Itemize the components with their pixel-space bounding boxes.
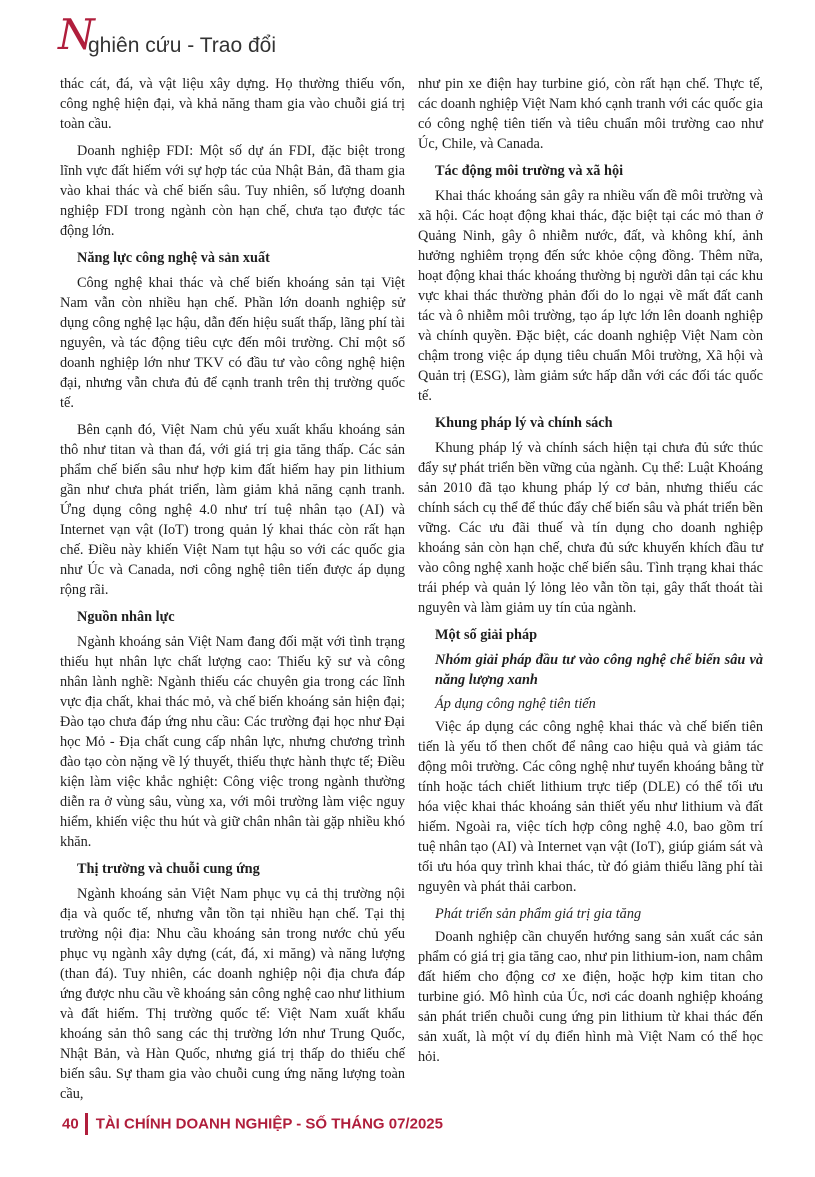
section-heading: Một số giải pháp (435, 627, 538, 643)
sub-subsection-heading: Phát triển sản phẩm giá trị gia tăng (435, 906, 642, 922)
section-heading: Thị trường và chuỗi cung ứng (77, 861, 260, 877)
header-initial: N (58, 10, 95, 59)
paragraph: Ngành khoáng sản Việt Nam phục vụ cả thị trường nội địa và quốc tế, nhưng vẫn tồn tại nhiều hạn chế. Tại thị trường nội địa: Nhu cầu khoáng sản trong nước chủ yếu phục vụ ngành xây dựng (cát, đá, xi măng) và năng lượng (than đá). Tuy nhiên, các doanh nghiệp nội địa chưa đáp ứng được nhu cầu về khoáng sản công nghệ cao như lithium và đất hiếm. Thị trường quốc tế: Việt Nam xuất khẩu khoáng sản thô sang các thị trường lớn như Trung Quốc, Nhật Bản, và Hàn Quốc, nhưng giá trị thấp do thiếu chế biến sâu. Sự tham gia vào chuỗi cung ứng năng lượng toàn cầu, (60, 886, 405, 1102)
section-heading: Năng lực công nghệ và sản xuất (77, 250, 270, 266)
paragraph: Doanh nghiệp cần chuyển hướng sang sản xuất các sản phẩm có giá trị gia tăng cao, như pin lithium-ion, nam châm đất hiếm cho động cơ xe điện, hoặc hợp kim titan cho turbine gió. Mô hình của Úc, nơi các doanh nghiệp khoáng sản phát triển chuỗi cung ứng pin lithium từ khai thác đến sản xuất, là một ví dụ điển hình mà Việt Nam có thể học hỏi. (418, 929, 763, 1065)
paragraph: Việc áp dụng các công nghệ khai thác và chế biến tiên tiến là yếu tố then chốt để nâng cao hiệu quả và giảm tác động môi trường. Các công nghệ như tuyển khoáng bằng từ tính hoặc tách chiết lithium trực tiếp (DLE) có thể tối ưu hóa việc khai thác khoáng sản thiết yếu như lithium và đất hiếm. Ngoài ra, việc tích hợp công nghệ 4.0, bao gồm trí tuệ nhân tạo (AI) và Internet vạn vật (IoT), giúp giám sát và tối ưu hóa quy trình khai thác, từ đó giảm thiểu lãng phí tài nguyên và phát thải carbon. (418, 719, 763, 895)
page-footer (62, 1113, 443, 1135)
paragraph: như pin xe điện hay turbine gió, còn rất hạn chế. Thực tế, các doanh nghiệp Việt Nam khó cạnh tranh với các quốc gia có công nghệ tiên tiến và tiêu chuẩn môi trường cao như Úc, Chile, và Canada. (418, 76, 763, 152)
paragraph: Công nghệ khai thác và chế biến khoáng sản tại Việt Nam vẫn còn nhiều hạn chế. Phần lớn doanh nghiệp sử dụng công nghệ lạc hậu, dẫn đến hiệu suất thấp, lãng phí tài nguyên, và tác động tiêu cực đến môi trường. Chỉ một số doanh nghiệp lớn như TKV có đầu tư vào công nghệ hiện đại, nhưng vẫn chưa đủ để cạnh tranh trên thị trường quốc tế. (60, 275, 405, 411)
journal-name: TÀI CHÍNH DOANH NGHIỆP - SỐ THÁNG 07/2025 (95, 1115, 443, 1133)
subsection-heading: Nhóm giải pháp đầu tư vào công nghệ chế biến sâu và năng lượng xanh (435, 652, 763, 688)
sub-subsection-heading: Áp dụng công nghệ tiên tiến (435, 696, 596, 712)
paragraph: Ngành khoáng sản Việt Nam đang đối mặt với tình trạng thiếu hụt nhân lực chất lượng cao: Thiếu kỹ sư và công nhân lành nghề: Ngành thiếu các chuyên gia trong các lĩnh vực địa chất, khai thác mỏ, và chế biến khoáng sản hiện đại; Đào tạo chưa đáp ứng nhu cầu: Các trường đại học như Đại học Mỏ - Địa chất cung cấp nhân lực, nhưng chương trình đào tạo còn nặng về lý thuyết, thiếu thực hành thực tế; Điều kiện làm việc khắc nghiệt: Công việc trong ngành thường diễn ra ở vùng sâu, vùng xa, với môi trường làm việc nguy hiểm, khiến việc thu hút và giữ chân nhân tài gặp nhiều khó khăn. (60, 634, 405, 850)
paragraph: Bên cạnh đó, Việt Nam chủ yếu xuất khẩu khoáng sản thô như titan và than đá, với giá trị gia tăng thấp. Các sản phẩm chế biến sâu như hợp kim đất hiếm hay pin lithium gần như chưa phát triển, làm giảm khả năng cạnh tranh. Ứng dụng công nghệ 4.0 như trí tuệ nhân tạo (AI) và Internet vạn vật (IoT) trong quản lý khai thác còn rất hạn chế. Điều này khiến Việt Nam tụt hậu so với các quốc gia như Úc và Canada, nơi công nghệ tiên tiến được áp dụng rộng rãi. (60, 422, 405, 598)
header-section-title: ghiên cứu - Trao đổi (88, 34, 276, 57)
paragraph: Khung pháp lý và chính sách hiện tại chưa đủ sức thúc đẩy sự phát triển bền vững của ngành. Cụ thể: Luật Khoáng sản 2010 đã tạo khung pháp lý cơ bản, nhưng thiếu các chính sách cụ thể để thúc đẩy chế biến sâu và phát triển bền vững. Các ưu đãi thuế và tín dụng cho doanh nghiệp khoáng sản còn hạn chế, chưa đủ sức khuyến khích đầu tư vào công nghệ xanh hoặc chế biến sâu. Tình trạng khai thác trái phép và quản lý lỏng lẻo vẫn tồn tại, gây thất thoát tài nguyên và làm giảm uy tín của ngành. (418, 440, 763, 616)
section-heading: Nguồn nhân lực (77, 609, 175, 625)
paragraph: thác cát, đá, và vật liệu xây dựng. Họ thường thiếu vốn, công nghệ hiện đại, và khả năng tham gia vào chuỗi giá trị toàn cầu. (60, 76, 405, 132)
paragraph: Doanh nghiệp FDI: Một số dự án FDI, đặc biệt trong lĩnh vực đất hiếm với sự hợp tác của Nhật Bản, đã tham gia vào khai thác và chế biến sâu. Tuy nhiên, số lượng doanh nghiệp FDI trong ngành còn hạn chế, chưa tạo được tác động lớn. (60, 143, 405, 239)
footer-divider (85, 1113, 88, 1135)
left-column (60, 74, 405, 1111)
section-heading: Khung pháp lý và chính sách (435, 415, 613, 431)
page-number: 40 (62, 1115, 79, 1133)
paragraph: Khai thác khoáng sản gây ra nhiều vấn đề môi trường và xã hội. Các hoạt động khai thác, đặc biệt tại các mỏ than ở Quảng Ninh, gây ô nhiễm nước, đất, và không khí, ảnh hưởng nghiêm trọng đến sức khỏe cộng đồng. Thêm nữa, hoạt động khai thác khoáng thường bị người dân tại các khu vực khai thác thường phản đối do lo ngại về mất đất canh tác và ô nhiễm môi trường, tạo áp lực lớn lên doanh nghiệp và chính quyền. Đặc biệt, các doanh nghiệp Việt Nam còn chậm trong việc áp dụng tiêu chuẩn Môi trường, Xã hội và Quản trị (ESG), làm giảm sức hấp dẫn với các đối tác quốc tế. (418, 188, 763, 404)
section-heading: Tác động môi trường và xã hội (435, 163, 624, 179)
right-column (418, 74, 763, 1074)
